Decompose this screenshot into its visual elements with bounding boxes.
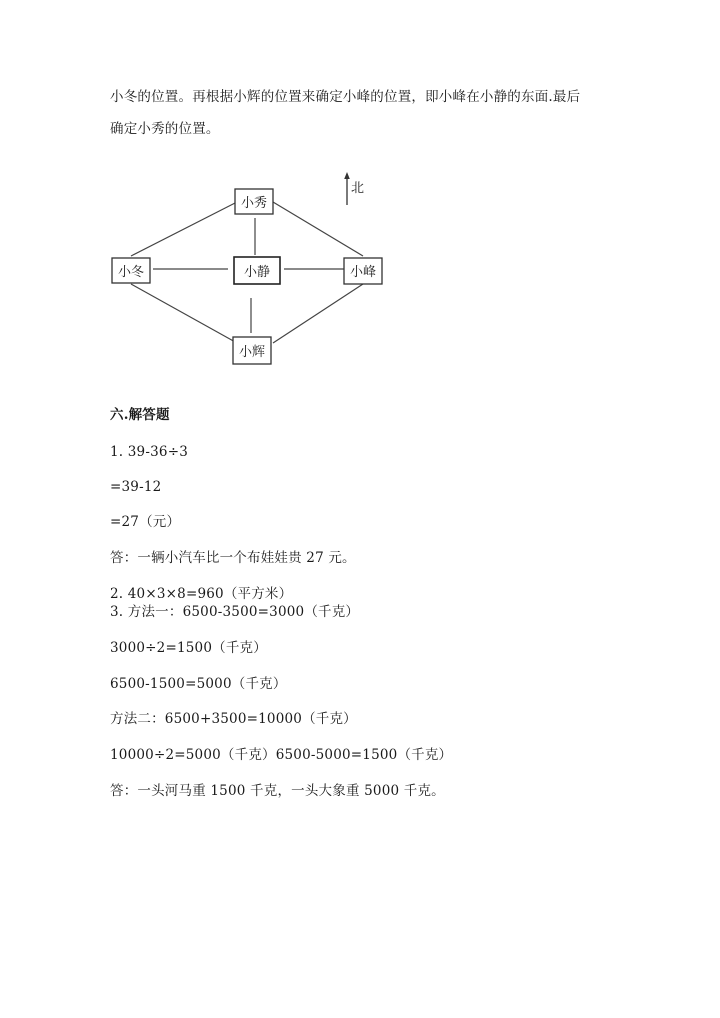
north-indicator	[344, 172, 364, 205]
line-xiu-feng	[273, 202, 363, 256]
line-dong-xiu	[131, 202, 237, 256]
position-diagram	[100, 165, 400, 375]
q1-line-2: =39-12	[110, 479, 162, 495]
node-xiu	[235, 189, 273, 214]
node-label-xiu: 小秀	[240, 196, 268, 211]
node-label-jing: 小静	[243, 265, 271, 280]
node-label-hui: 小辉	[238, 345, 266, 360]
intro-line-2: 确定小秀的位置。	[110, 121, 220, 137]
q3-line-5: 10000÷2=5000（千克）6500-5000=1500（千克）	[110, 747, 453, 763]
node-jing	[234, 257, 280, 284]
q1-line-1: 1. 39-36÷3	[110, 444, 188, 460]
intro-line-1: 小冬的位置。再根据小辉的位置来确定小峰的位置，即小峰在小静的东面.最后	[110, 89, 581, 105]
q3-line-1: 3. 方法一：6500-3500=3000（千克）	[110, 604, 360, 620]
node-dong	[112, 258, 150, 283]
node-label-dong: 小冬	[117, 265, 145, 280]
section-title: 六.解答题	[110, 407, 170, 423]
node-hui	[233, 337, 271, 364]
q1-line-3: =27（元）	[110, 514, 181, 530]
q3-answer: 答：一头河马重 1500 千克，一头大象重 5000 千克。	[110, 783, 445, 799]
north-arrow-icon	[344, 172, 350, 179]
line-dong-hui	[131, 284, 237, 343]
node-feng	[344, 258, 382, 284]
node-label-feng: 小峰	[349, 265, 377, 280]
q1-answer: 答：一辆小汽车比一个布娃娃贵 27 元。	[110, 550, 356, 566]
line-hui-feng	[273, 284, 363, 343]
q3-line-4: 方法二：6500+3500=10000（千克）	[110, 711, 357, 727]
north-label: 北	[351, 181, 365, 196]
q3-line-3: 6500-1500=5000（千克）	[110, 676, 287, 692]
q3-line-2: 3000÷2=1500（千克）	[110, 640, 267, 656]
q2-line-1: 2. 40×3×8=960（平方米）	[110, 586, 293, 602]
